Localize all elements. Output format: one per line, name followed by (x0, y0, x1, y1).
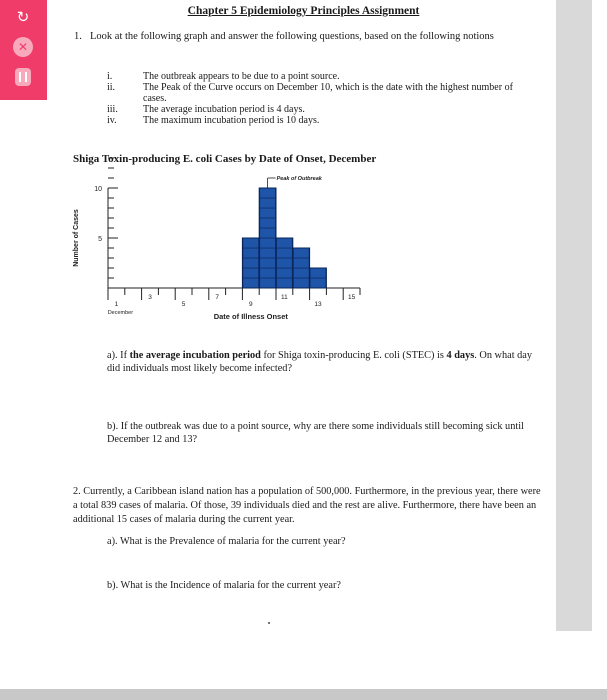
x-tick-label: 5 (181, 301, 186, 308)
list-item (107, 71, 537, 82)
case-box (260, 278, 276, 288)
case-box (243, 238, 259, 248)
scrollbar[interactable] (556, 0, 592, 631)
case-box (293, 248, 309, 258)
case-box (260, 228, 276, 238)
case-box (293, 258, 309, 268)
case-box (277, 258, 293, 268)
case-box (277, 248, 293, 258)
question-2b: b). What is the Incidence of malaria for the current year? (107, 580, 341, 591)
question-2: 2. Currently, a Caribbean island nation has a population of 500,000. Furthermore, in the previous year, there were a total 839 cases of malaria. Of those, 39 individuals died and the rest are alive. Furthermore, there have been an additional 15 cases of malaria during the current year. (73, 486, 541, 525)
case-box (243, 278, 259, 288)
case-box (243, 248, 259, 258)
chart-title: Shiga Toxin-producing E. coli Cases by Date of Onset, December (73, 153, 377, 165)
case-box (260, 188, 276, 198)
list-text: The Peak of the Curve occurs on December 10, which is the date with the highest number of cases. (143, 82, 513, 104)
epi-curve-chart (66, 176, 396, 330)
part-a-text-3: . On what day did individuals most likely become infected? (107, 350, 533, 374)
case-box (243, 268, 259, 278)
x-tick-label: 11 (281, 294, 288, 301)
x-tick-label: 7 (215, 294, 220, 301)
list-number: iv. (107, 115, 117, 126)
question-2a: a). What is the Prevalence of malaria for the current year? (107, 536, 346, 547)
y-tick-label: 10 (94, 186, 102, 193)
notes-list (107, 71, 537, 126)
case-box (277, 238, 293, 248)
menu-icon[interactable] (15, 68, 31, 86)
cursor-dot (268, 622, 270, 624)
part-a-bold-2: 4 days (446, 350, 475, 361)
close-icon[interactable]: ✕ (13, 37, 33, 57)
question-1a (107, 349, 537, 375)
question-text: Look at the following graph and answer the following questions, based on the following notions (90, 31, 494, 42)
case-box (260, 268, 276, 278)
y-tick-label: 5 (98, 236, 102, 243)
case-box (260, 258, 276, 268)
case-box (243, 258, 259, 268)
question-1b: b). If the outbreak was due to a point source, why are there some individuals still becoming sick until December 12 and 13? (107, 421, 524, 445)
case-box (293, 268, 309, 278)
case-box (260, 198, 276, 208)
list-number: iii. (107, 104, 118, 115)
case-box (277, 268, 293, 278)
x-tick-label: 3 (148, 294, 152, 301)
x-tick-label: 1 (114, 301, 119, 308)
refresh-icon[interactable]: ↻ (16, 8, 30, 26)
case-box (260, 208, 276, 218)
list-text: The outbreak appears to be due to a point source. (143, 71, 340, 82)
list-item (107, 115, 537, 126)
list-text: The average incubation period is 4 days. (143, 104, 305, 115)
part-a-text-1: a). If (107, 350, 130, 361)
part-a-text-2: for Shiga toxin-producing E. coli (STEC) is (260, 350, 447, 361)
y-axis-label: Number of Cases (73, 209, 80, 267)
list-item (107, 104, 537, 115)
x-tick-label: 13 (314, 301, 322, 308)
x-tick-label: 15 (347, 294, 356, 301)
page-title: Chapter 5 Epidemiology Principles Assignment (187, 5, 420, 17)
peak-annotation: Peak of Outbreak (276, 176, 322, 182)
case-box (260, 218, 276, 228)
case-box (260, 238, 276, 248)
x-sublabel: December (107, 310, 134, 316)
case-box (293, 278, 309, 288)
question-1 (74, 30, 539, 44)
case-box (310, 278, 326, 288)
question-number: 1. (74, 31, 82, 42)
horizontal-scrollbar[interactable] (0, 689, 607, 700)
case-box (260, 248, 276, 258)
list-number: i. (107, 71, 113, 82)
case-box (310, 268, 326, 278)
list-number: ii. (107, 82, 116, 93)
part-a-bold-1: the average incubation period (129, 350, 261, 361)
list-text: The maximum incubation period is 10 days. (143, 115, 320, 126)
case-box (277, 278, 293, 288)
x-axis-label: Date of Illness Onset (213, 312, 288, 321)
list-item (107, 82, 537, 104)
x-tick-label: 9 (248, 301, 253, 308)
